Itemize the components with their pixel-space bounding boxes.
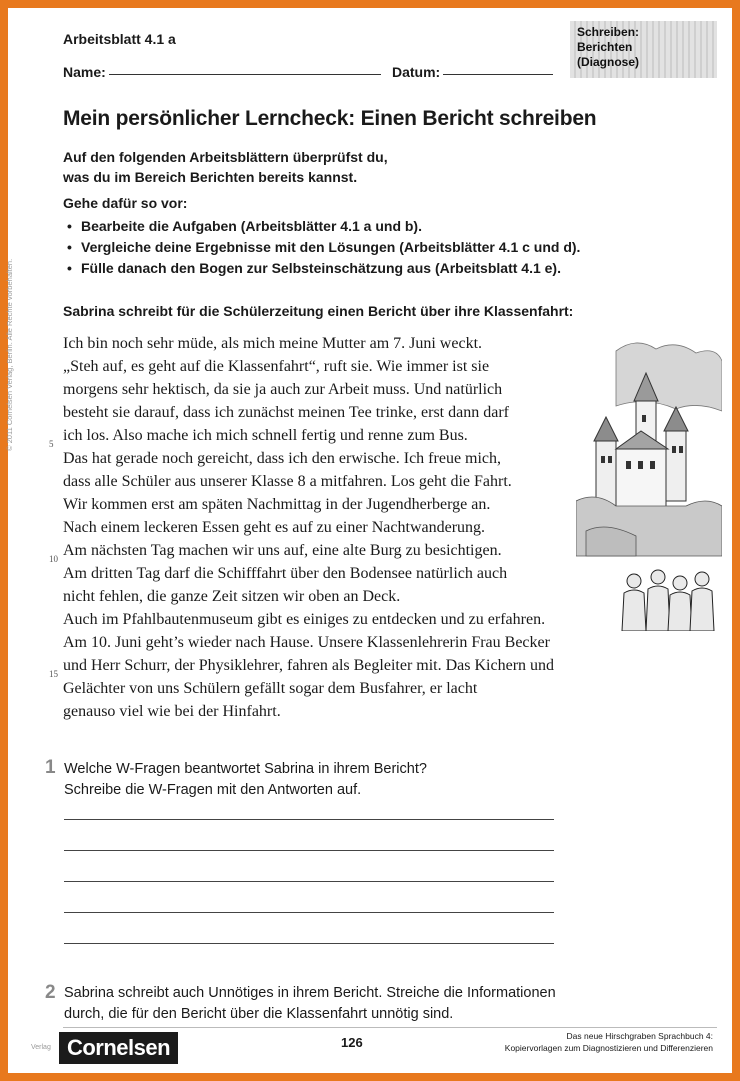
- story-line: nicht fehlen, die ganze Zeit sitzen wir oben an Deck.: [63, 588, 401, 605]
- footer-line: Kopiervorlagen zum Diagnostizieren und Differenzieren: [504, 1043, 713, 1053]
- intro-text: [63, 147, 388, 187]
- intro-line: Auf den folgenden Arbeitsblättern überprüfst du,: [63, 149, 388, 165]
- steps-list: [63, 216, 580, 279]
- task-1-text: [64, 759, 427, 801]
- name-field-line[interactable]: [109, 74, 381, 75]
- story-line: morgens sehr hektisch, da sie ja auch zur Arbeit muss. Und natürlich: [63, 381, 503, 398]
- story-line: ich los. Also mache ich mich schnell fertig und renne zum Bus.: [63, 427, 468, 444]
- story-line: Am 10. Juni geht’s wieder nach Hause. Unsere Klassenlehrerin Frau Becker: [63, 634, 550, 651]
- footer-source: [505, 1030, 713, 1054]
- page-number: 126: [341, 1035, 363, 1050]
- story-line: Auch im Pfahlbautenmuseum gibt es einiges zu entdecken und zu erfahren.: [63, 611, 546, 628]
- answer-line[interactable]: [64, 819, 554, 820]
- story-line: „Steh auf, es geht auf die Klassenfahrt“, ruft sie. Wie immer ist sie: [63, 358, 490, 375]
- topic-tag-box: [570, 21, 717, 78]
- story-line: Nach einem leckeren Essen geht es auf zu einer Nachtwanderung.: [63, 519, 486, 536]
- worksheet-page: [5, 8, 732, 1073]
- list-item: [63, 216, 580, 237]
- story-heading: Sabrina schreibt für die Schülerzeitung einen Bericht über ihre Klassenfahrt:: [63, 303, 574, 319]
- story-text: [63, 332, 623, 723]
- task-2-text: [64, 983, 556, 1025]
- line-number: 5: [49, 439, 54, 449]
- date-field-line[interactable]: [443, 74, 553, 75]
- publisher-logo: Cornelsen: [59, 1032, 178, 1064]
- task-number: 1: [45, 757, 56, 778]
- topic-tag-line: Schreiben:: [577, 25, 640, 39]
- castle-illustration-image: [576, 331, 722, 631]
- steps-heading: Gehe dafür so vor:: [63, 195, 188, 211]
- task-line: durch, die für den Bericht über die Klassenfahrt unnötig sind.: [64, 1006, 454, 1022]
- answer-line[interactable]: [64, 943, 554, 944]
- footer-line: Das neue Hirschgraben Sprachbuch 4:: [566, 1031, 713, 1041]
- intro-line: was du im Bereich Berichten bereits kannst.: [63, 169, 358, 185]
- bullet-icon: •: [67, 218, 72, 234]
- story-line: Das hat gerade noch gereicht, dass ich den erwische. Ich freue mich,: [63, 450, 502, 467]
- answer-line[interactable]: [64, 850, 554, 851]
- story-line: besteht sie darauf, dass ich zunächst meinen Tee trinke, erst dann darf: [63, 404, 509, 421]
- line-number: 15: [49, 669, 58, 679]
- step-text: Bearbeite die Aufgaben (Arbeitsblätter 4.1 a und b).: [81, 218, 422, 234]
- story-line: genauso viel wie bei der Hinfahrt.: [63, 703, 281, 720]
- answer-line[interactable]: [64, 912, 554, 913]
- story-line: Am nächsten Tag machen wir uns auf, eine alte Burg zu besichtigen.: [63, 542, 502, 559]
- answer-line[interactable]: [64, 881, 554, 882]
- topic-tag-line: (Diagnose): [577, 55, 640, 69]
- copyright-note: © 2011 Cornelsen Verlag, Berlin. Alle Rechte vorbehalten.: [5, 258, 14, 451]
- bullet-icon: •: [67, 260, 72, 276]
- story-line: Gelächter von uns Schülern gefällt sogar dem Busfahrer, er lacht: [63, 680, 478, 697]
- page-title: Mein persönlicher Lerncheck: Einen Bericht schreiben: [63, 107, 597, 130]
- line-number: 10: [49, 554, 58, 564]
- date-label: Datum:: [392, 64, 441, 80]
- name-label: Name:: [63, 64, 106, 80]
- step-text: Vergleiche deine Ergebnisse mit den Lösungen (Arbeitsblätter 4.1 c und d).: [81, 239, 581, 255]
- story-line: Wir kommen erst am späten Nachmittag in der Jugendherberge an.: [63, 496, 491, 513]
- story-line: dass alle Schüler aus unserer Klasse 8 a mitfahren. Los geht die Fahrt.: [63, 473, 512, 490]
- step-text: Fülle danach den Bogen zur Selbsteinschätzung aus (Arbeitsblatt 4.1 e).: [81, 260, 561, 276]
- sheet-id: Arbeitsblatt 4.1 a: [63, 31, 176, 47]
- story-line: Am dritten Tag darf die Schifffahrt über den Bodensee natürlich auch: [63, 565, 508, 582]
- story-line: Ich bin noch sehr müde, als mich meine Mutter am 7. Juni weckt.: [63, 335, 483, 352]
- footer-divider: [63, 1027, 717, 1028]
- bullet-icon: •: [67, 239, 72, 255]
- list-item: [63, 237, 580, 258]
- task-line: Sabrina schreibt auch Unnötiges in ihrem Bericht. Streiche die Informationen: [64, 985, 556, 1001]
- story-line: und Herr Schurr, der Physiklehrer, fahren als Begleiter mit. Das Kichern und: [63, 657, 555, 674]
- list-item: [63, 258, 580, 279]
- task-line: Welche W-Fragen beantwortet Sabrina in ihrem Bericht?: [64, 761, 427, 777]
- topic-tag-line: Berichten: [577, 40, 633, 54]
- task-line: Schreibe die W-Fragen mit den Antworten auf.: [64, 782, 362, 798]
- task-number: 2: [45, 982, 56, 1003]
- publisher-prefix: Verlag: [31, 1044, 51, 1051]
